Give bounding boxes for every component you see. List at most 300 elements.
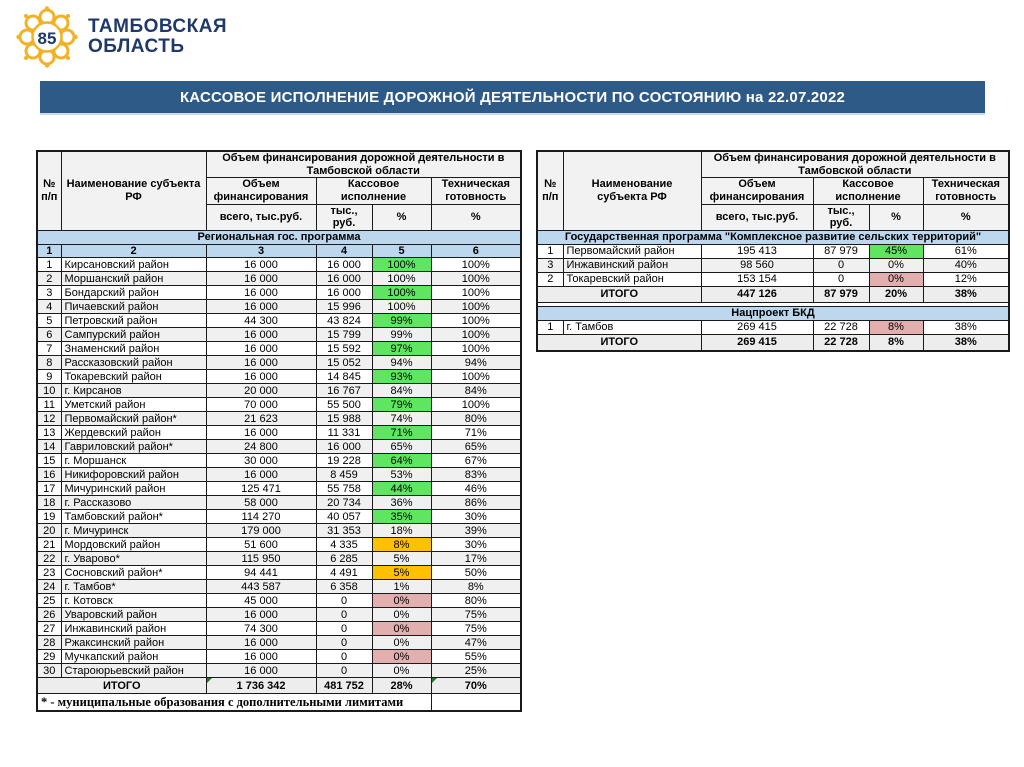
- tech-percent-cell: 17%: [431, 552, 521, 566]
- cash-percent-cell: 0%: [869, 258, 923, 272]
- district-name-cell: Сампурский район: [61, 328, 206, 342]
- volume-cell: 94 441: [206, 566, 316, 580]
- table-row: [37, 300, 521, 314]
- district-name-cell: г. Уварово*: [61, 552, 206, 566]
- volume-cell: 16 000: [206, 636, 316, 650]
- tech-percent-cell: 94%: [431, 356, 521, 370]
- row-number-cell: 29: [37, 650, 61, 664]
- cash-cell: 16 000: [316, 440, 372, 454]
- tech-percent-cell: 100%: [431, 300, 521, 314]
- table-row: [537, 320, 1009, 334]
- cash-percent-cell: 65%: [372, 440, 431, 454]
- section-band-label: Государственная программа "Комплексное развитие сельских территорий": [537, 230, 1009, 244]
- table-row: [37, 468, 521, 482]
- tech-percent-cell: 71%: [431, 426, 521, 440]
- table-row: [37, 482, 521, 496]
- district-name-cell: Моршанский район: [61, 272, 206, 286]
- volume-cell: 45 000: [206, 594, 316, 608]
- total-cash: 481 752: [316, 678, 372, 694]
- tech-percent-cell: 12%: [923, 272, 1009, 286]
- right-table-header: [537, 151, 1009, 230]
- footnote-empty-cell: [431, 694, 521, 712]
- tech-percent-cell: 100%: [431, 398, 521, 412]
- col-units-cash: тыс., руб.: [316, 204, 372, 230]
- cash-cell: 15 592: [316, 342, 372, 356]
- cash-percent-cell: 79%: [372, 398, 431, 412]
- district-name-cell: г. Котовск: [61, 594, 206, 608]
- row-number-cell: 7: [37, 342, 61, 356]
- cash-percent-cell: 84%: [372, 384, 431, 398]
- tech-percent-cell: 40%: [923, 258, 1009, 272]
- cash-percent-cell: 100%: [372, 272, 431, 286]
- cash-cell: 6 358: [316, 580, 372, 594]
- col-units-cash-pct: %: [372, 204, 431, 230]
- emblem-badge-number: 85: [37, 29, 57, 48]
- tech-percent-cell: 65%: [431, 440, 521, 454]
- table-row: [37, 566, 521, 580]
- cash-cell: 4 335: [316, 538, 372, 552]
- tech-percent-cell: 8%: [431, 580, 521, 594]
- tech-percent-cell: 46%: [431, 482, 521, 496]
- cash-percent-cell: 44%: [372, 482, 431, 496]
- tech-percent-cell: 75%: [431, 622, 521, 636]
- volume-cell: 98 560: [701, 258, 813, 272]
- volume-cell: 125 471: [206, 482, 316, 496]
- volume-cell: 195 413: [701, 244, 813, 258]
- col-header-finance-span: Объем финансирования дорожной деятельности в Тамбовской области: [701, 151, 1009, 178]
- district-name-cell: Первомайский район: [563, 244, 701, 258]
- row-number-cell: 26: [37, 608, 61, 622]
- volume-cell: 58 000: [206, 496, 316, 510]
- cash-percent-cell: 100%: [372, 286, 431, 300]
- district-name-cell: Пичаевский район: [61, 300, 206, 314]
- total-percent: 20%: [869, 286, 923, 302]
- district-name-cell: Мучкапский район: [61, 650, 206, 664]
- row-number-cell: 21: [37, 538, 61, 552]
- cash-cell: 15 988: [316, 412, 372, 426]
- table-row: [37, 328, 521, 342]
- column-number: 5: [372, 244, 431, 258]
- cash-cell: 0: [316, 622, 372, 636]
- tech-percent-cell: 100%: [431, 328, 521, 342]
- table-row: [37, 664, 521, 678]
- col-header-volume: Объем финансирования: [206, 178, 316, 204]
- table-row: [37, 608, 521, 622]
- tech-percent-cell: 100%: [431, 286, 521, 300]
- table-row: [37, 524, 521, 538]
- volume-cell: 16 000: [206, 300, 316, 314]
- cash-cell: 0: [316, 594, 372, 608]
- cash-cell: 55 500: [316, 398, 372, 412]
- col-units-cash: тыс., руб.: [813, 204, 869, 230]
- row-number-cell: 13: [37, 426, 61, 440]
- table-row: [37, 636, 521, 650]
- cash-cell: 16 000: [316, 272, 372, 286]
- tech-percent-cell: 100%: [431, 314, 521, 328]
- table-row: [37, 510, 521, 524]
- column-number: 6: [431, 244, 521, 258]
- region-name: [88, 17, 227, 57]
- cash-cell: 55 758: [316, 482, 372, 496]
- row-number-cell: 17: [37, 482, 61, 496]
- district-name-cell: Никифоровский район: [61, 468, 206, 482]
- tech-percent-cell: 80%: [431, 594, 521, 608]
- district-name-cell: Кирсановский район: [61, 258, 206, 272]
- cash-cell: 15 996: [316, 300, 372, 314]
- table-row: [37, 622, 521, 636]
- volume-cell: 30 000: [206, 454, 316, 468]
- cash-cell: 16 000: [316, 286, 372, 300]
- tech-percent-cell: 47%: [431, 636, 521, 650]
- footnote-text: * - муниципальные образования с дополнительными лимитами: [37, 694, 431, 712]
- table-row: [37, 272, 521, 286]
- volume-cell: 16 000: [206, 356, 316, 370]
- table-row: [37, 356, 521, 370]
- cash-cell: 40 057: [316, 510, 372, 524]
- volume-cell: 16 000: [206, 426, 316, 440]
- volume-cell: 153 154: [701, 272, 813, 286]
- row-number-cell: 3: [37, 286, 61, 300]
- table-row: [37, 258, 521, 272]
- region-name-line2: ОБЛАСТЬ: [88, 36, 185, 57]
- cash-percent-cell: 0%: [372, 650, 431, 664]
- table-row: [37, 412, 521, 426]
- row-number-cell: 18: [37, 496, 61, 510]
- district-name-cell: Токаревский район: [61, 370, 206, 384]
- cash-percent-cell: 1%: [372, 580, 431, 594]
- district-name-cell: г. Мичуринск: [61, 524, 206, 538]
- table-row: [537, 272, 1009, 286]
- section-band-regional: [37, 230, 521, 244]
- total-label: ИТОГО: [37, 678, 206, 694]
- district-name-cell: г. Тамбов: [563, 320, 701, 334]
- district-name-cell: Гавриловский район*: [61, 440, 206, 454]
- total-tech: 38%: [923, 286, 1009, 302]
- right-table-body: [537, 230, 1009, 351]
- tech-percent-cell: 61%: [923, 244, 1009, 258]
- cash-percent-cell: 5%: [372, 566, 431, 580]
- col-header-name: Наименование субъекта РФ: [563, 151, 701, 230]
- col-header-tech: Техническая готовность: [431, 178, 521, 204]
- col-header-name: Наименование субъекта РФ: [61, 151, 206, 230]
- row-number-cell: 12: [37, 412, 61, 426]
- tech-percent-cell: 100%: [431, 370, 521, 384]
- section-band-label: Региональная гос. программа: [37, 230, 521, 244]
- row-number-cell: 23: [37, 566, 61, 580]
- cash-percent-cell: 0%: [372, 664, 431, 678]
- cash-percent-cell: 35%: [372, 510, 431, 524]
- cash-cell: 0: [316, 608, 372, 622]
- col-units-tech-pct: %: [431, 204, 521, 230]
- volume-cell: 16 000: [206, 328, 316, 342]
- tech-percent-cell: 25%: [431, 664, 521, 678]
- district-name-cell: Мичуринский район: [61, 482, 206, 496]
- cash-cell: 16 000: [316, 258, 372, 272]
- table-row: [37, 384, 521, 398]
- volume-cell: 16 000: [206, 650, 316, 664]
- row-number-cell: 19: [37, 510, 61, 524]
- section-band: [537, 306, 1009, 320]
- row-number-cell: 20: [37, 524, 61, 538]
- row-number-cell: 28: [37, 636, 61, 650]
- row-number-cell: 8: [37, 356, 61, 370]
- row-number-cell: 2: [37, 272, 61, 286]
- row-number-cell: 1: [537, 244, 563, 258]
- tech-percent-cell: 100%: [431, 342, 521, 356]
- tech-percent-cell: 67%: [431, 454, 521, 468]
- district-name-cell: г. Моршанск: [61, 454, 206, 468]
- total-volume: 447 126: [701, 286, 813, 302]
- district-name-cell: Токаревский район: [563, 272, 701, 286]
- tech-percent-cell: 100%: [431, 272, 521, 286]
- cash-percent-cell: 97%: [372, 342, 431, 356]
- district-name-cell: Уметский район: [61, 398, 206, 412]
- section-total-row: [537, 286, 1009, 302]
- cash-percent-cell: 99%: [372, 328, 431, 342]
- col-header-finance-span: Объем финансирования дорожной деятельности в Тамбовской области: [206, 151, 521, 178]
- table-row: [37, 580, 521, 594]
- district-name-cell: Уваровский район: [61, 608, 206, 622]
- tech-percent-cell: 75%: [431, 608, 521, 622]
- row-number-cell: 9: [37, 370, 61, 384]
- row-number-cell: 15: [37, 454, 61, 468]
- table-row: [37, 426, 521, 440]
- tech-percent-cell: 50%: [431, 566, 521, 580]
- row-number-cell: 1: [537, 320, 563, 334]
- cash-percent-cell: 71%: [372, 426, 431, 440]
- volume-cell: 21 623: [206, 412, 316, 426]
- cash-percent-cell: 93%: [372, 370, 431, 384]
- district-name-cell: Ржаксинский район: [61, 636, 206, 650]
- district-name-cell: Рассказовский район: [61, 356, 206, 370]
- volume-cell: 115 950: [206, 552, 316, 566]
- tech-percent-cell: 80%: [431, 412, 521, 426]
- total-cash: 22 728: [813, 334, 869, 351]
- district-name-cell: Мордовский район: [61, 538, 206, 552]
- table-row: [37, 552, 521, 566]
- volume-cell: 51 600: [206, 538, 316, 552]
- cash-percent-cell: 0%: [372, 608, 431, 622]
- total-label: ИТОГО: [537, 286, 701, 302]
- cash-cell: 14 845: [316, 370, 372, 384]
- row-number-cell: 27: [37, 622, 61, 636]
- cash-percent-cell: 0%: [372, 636, 431, 650]
- page-title: КАССОВОЕ ИСПОЛНЕНИЕ ДОРОЖНОЙ ДЕЯТЕЛЬНОСТИ ПО СОСТОЯНИЮ на 22.07.2022: [40, 81, 985, 115]
- section-band: [537, 230, 1009, 244]
- total-label: ИТОГО: [537, 334, 701, 351]
- table-row: [37, 538, 521, 552]
- left-total-row: [37, 678, 521, 694]
- column-number: 4: [316, 244, 372, 258]
- row-number-cell: 2: [537, 272, 563, 286]
- volume-cell: 16 000: [206, 272, 316, 286]
- total-volume: 269 415: [701, 334, 813, 351]
- col-header-volume: Объем финансирования: [701, 178, 813, 204]
- cash-percent-cell: 5%: [372, 552, 431, 566]
- district-name-cell: Первомайский район*: [61, 412, 206, 426]
- district-name-cell: г. Кирсанов: [61, 384, 206, 398]
- row-number-cell: 24: [37, 580, 61, 594]
- row-number-cell: 25: [37, 594, 61, 608]
- cash-cell: 4 491: [316, 566, 372, 580]
- column-number: 3: [206, 244, 316, 258]
- district-name-cell: Бондарский район: [61, 286, 206, 300]
- district-name-cell: Староюрьевский район: [61, 664, 206, 678]
- table-row: [37, 314, 521, 328]
- table-row: [37, 594, 521, 608]
- cash-cell: 8 459: [316, 468, 372, 482]
- left-table-body: [37, 230, 521, 711]
- cash-cell: 20 734: [316, 496, 372, 510]
- cash-percent-cell: 0%: [372, 594, 431, 608]
- cash-cell: 19 228: [316, 454, 372, 468]
- section-total-row: [537, 334, 1009, 351]
- district-name-cell: Знаменский район: [61, 342, 206, 356]
- volume-cell: 269 415: [701, 320, 813, 334]
- col-header-cash: Кассовое исполнение: [813, 178, 923, 204]
- volume-cell: 16 000: [206, 342, 316, 356]
- table-row: [37, 286, 521, 300]
- volume-cell: 20 000: [206, 384, 316, 398]
- col-header-num: № п/п: [37, 151, 61, 230]
- tech-percent-cell: 83%: [431, 468, 521, 482]
- volume-cell: 70 000: [206, 398, 316, 412]
- tech-percent-cell: 55%: [431, 650, 521, 664]
- cash-percent-cell: 53%: [372, 468, 431, 482]
- cash-cell: 15 052: [316, 356, 372, 370]
- total-percent: 28%: [372, 678, 431, 694]
- cash-cell: 0: [813, 258, 869, 272]
- tech-percent-cell: 84%: [431, 384, 521, 398]
- section-band-label: Нацпроект БКД: [537, 306, 1009, 320]
- cash-percent-cell: 64%: [372, 454, 431, 468]
- row-number-cell: 10: [37, 384, 61, 398]
- cash-cell: 0: [316, 650, 372, 664]
- left-table-header: [37, 151, 521, 230]
- volume-cell: 44 300: [206, 314, 316, 328]
- table-row: [37, 440, 521, 454]
- total-percent: 8%: [869, 334, 923, 351]
- volume-cell: 16 000: [206, 468, 316, 482]
- cash-percent-cell: 74%: [372, 412, 431, 426]
- col-header-cash: Кассовое исполнение: [316, 178, 431, 204]
- cash-percent-cell: 8%: [372, 538, 431, 552]
- cash-percent-cell: 45%: [869, 244, 923, 258]
- volume-cell: 16 000: [206, 664, 316, 678]
- cash-cell: 31 353: [316, 524, 372, 538]
- cash-percent-cell: 8%: [869, 320, 923, 334]
- total-tech: 38%: [923, 334, 1009, 351]
- volume-cell: 24 800: [206, 440, 316, 454]
- cash-cell: 15 799: [316, 328, 372, 342]
- total-cash: 87 979: [813, 286, 869, 302]
- volume-cell: 443 587: [206, 580, 316, 594]
- cash-cell: 0: [813, 272, 869, 286]
- row-number-cell: 11: [37, 398, 61, 412]
- col-units-volume: всего, тыс.руб.: [701, 204, 813, 230]
- volume-cell: 16 000: [206, 286, 316, 300]
- cash-cell: 0: [316, 664, 372, 678]
- cash-cell: 0: [316, 636, 372, 650]
- cash-cell: 43 824: [316, 314, 372, 328]
- row-number-cell: 30: [37, 664, 61, 678]
- row-number-cell: 4: [37, 300, 61, 314]
- district-name-cell: г. Рассказово: [61, 496, 206, 510]
- tech-percent-cell: 39%: [431, 524, 521, 538]
- cash-cell: 16 767: [316, 384, 372, 398]
- district-name-cell: Тамбовский район*: [61, 510, 206, 524]
- col-units-cash-pct: %: [869, 204, 923, 230]
- column-number: 2: [61, 244, 206, 258]
- footnote-row: [37, 694, 521, 712]
- district-name-cell: г. Тамбов*: [61, 580, 206, 594]
- cash-cell: 22 728: [813, 320, 869, 334]
- district-name-cell: Жердевский район: [61, 426, 206, 440]
- table-row: [37, 650, 521, 664]
- regional-program-table: [36, 150, 522, 712]
- row-number-cell: 3: [537, 258, 563, 272]
- volume-cell: 114 270: [206, 510, 316, 524]
- district-name-cell: Инжавинский район: [61, 622, 206, 636]
- tech-percent-cell: 100%: [431, 258, 521, 272]
- tech-percent-cell: 30%: [431, 538, 521, 552]
- cash-percent-cell: 99%: [372, 314, 431, 328]
- row-number-cell: 5: [37, 314, 61, 328]
- volume-cell: 16 000: [206, 370, 316, 384]
- col-units-tech-pct: %: [923, 204, 1009, 230]
- table-row: [37, 496, 521, 510]
- column-number-row: [37, 244, 521, 258]
- cash-percent-cell: 94%: [372, 356, 431, 370]
- cash-percent-cell: 36%: [372, 496, 431, 510]
- anniversary-emblem-icon: [16, 6, 78, 68]
- col-units-volume: всего, тыс.руб.: [206, 204, 316, 230]
- cash-percent-cell: 0%: [372, 622, 431, 636]
- tech-percent-cell: 38%: [923, 320, 1009, 334]
- cash-percent-cell: 18%: [372, 524, 431, 538]
- cash-cell: 11 331: [316, 426, 372, 440]
- row-number-cell: 14: [37, 440, 61, 454]
- row-number-cell: 16: [37, 468, 61, 482]
- district-name-cell: Инжавинский район: [563, 258, 701, 272]
- column-number: 1: [37, 244, 61, 258]
- volume-cell: 179 000: [206, 524, 316, 538]
- region-name-line1: ТАМБОВСКАЯ: [88, 16, 228, 38]
- table-row: [37, 342, 521, 356]
- row-number-cell: 1: [37, 258, 61, 272]
- volume-cell: 16 000: [206, 608, 316, 622]
- region-logo: [16, 6, 227, 68]
- table-row: [37, 454, 521, 468]
- volume-cell: 74 300: [206, 622, 316, 636]
- table-row: [37, 398, 521, 412]
- col-header-num: № п/п: [537, 151, 563, 230]
- total-volume: 1 736 342: [206, 678, 316, 694]
- volume-cell: 16 000: [206, 258, 316, 272]
- cash-percent-cell: 100%: [372, 258, 431, 272]
- district-name-cell: Сосновский район*: [61, 566, 206, 580]
- table-row: [537, 244, 1009, 258]
- table-row: [537, 258, 1009, 272]
- federal-programs-table: [536, 150, 1010, 352]
- col-header-tech: Техническая готовность: [923, 178, 1009, 204]
- total-tech: 70%: [431, 678, 521, 694]
- cash-cell: 87 979: [813, 244, 869, 258]
- row-number-cell: 22: [37, 552, 61, 566]
- cash-cell: 6 285: [316, 552, 372, 566]
- cash-percent-cell: 100%: [372, 300, 431, 314]
- row-number-cell: 6: [37, 328, 61, 342]
